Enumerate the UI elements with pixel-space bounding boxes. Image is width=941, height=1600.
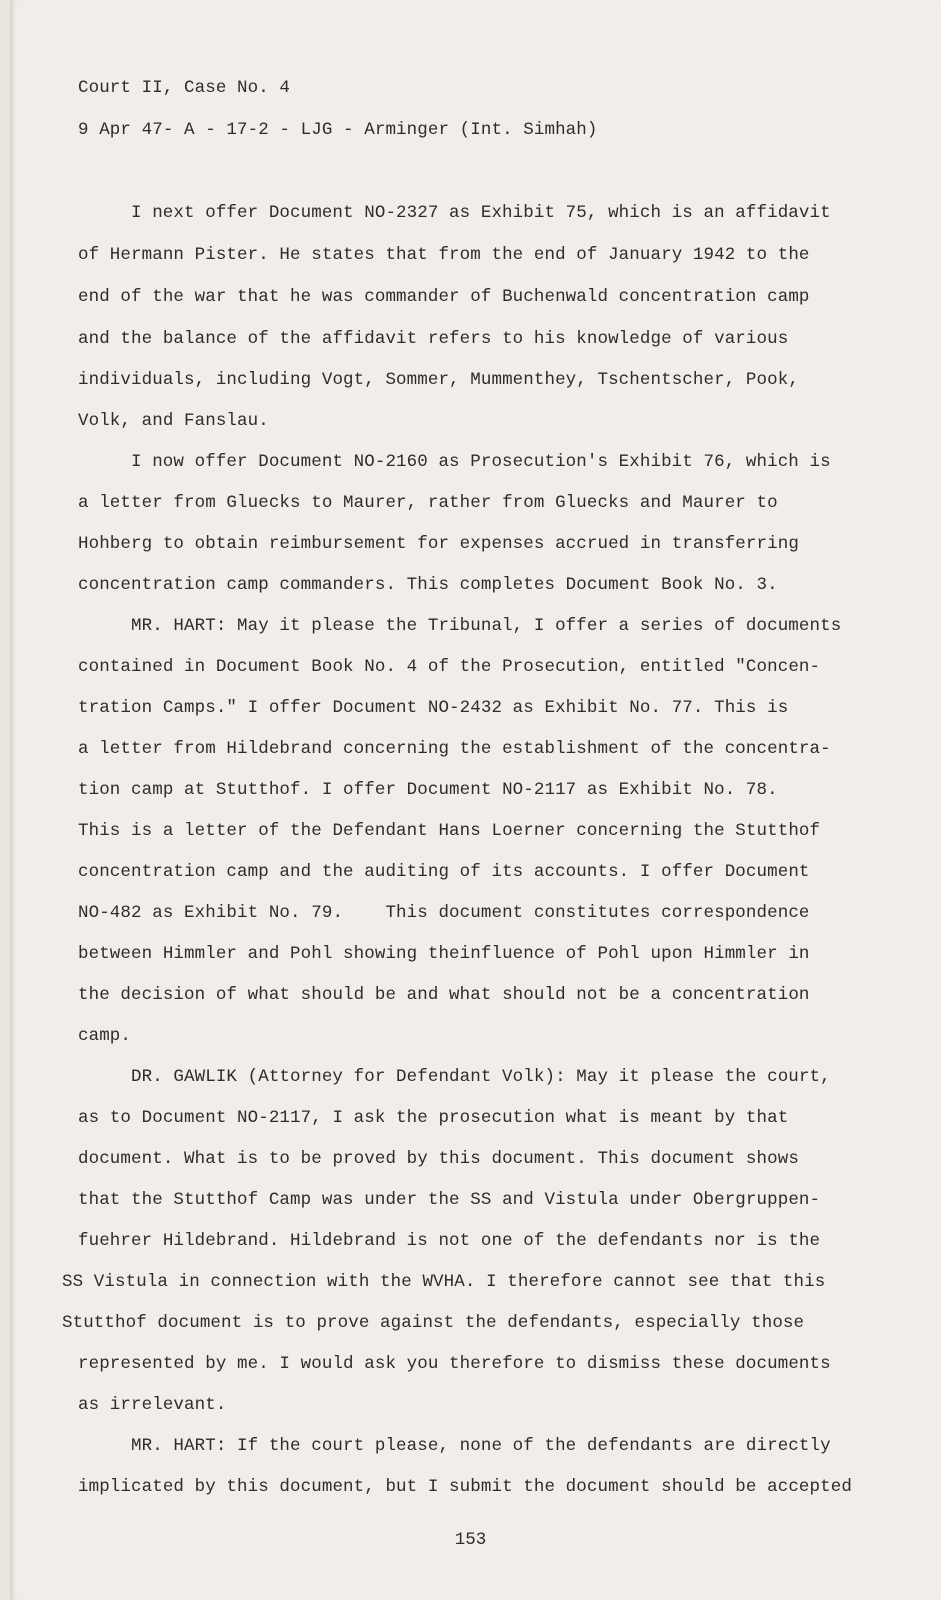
body-line: represented by me. I would ask you therefore to dismiss these documents (78, 1354, 831, 1374)
body-line: I now offer Document NO-2160 as Prosecution's Exhibit 76, which is (131, 452, 831, 472)
body-line: This is a letter of the Defendant Hans Loerner concerning the Stutthof (78, 821, 821, 841)
body-line: contained in Document Book No. 4 of the Prosecution, entitled "Concen- (78, 657, 821, 677)
body-line: Volk, and Fanslau. (78, 411, 269, 431)
body-line: SS Vistula in connection with the WVHA. I therefore cannot see that this (62, 1272, 826, 1292)
body-line: individuals, including Vogt, Sommer, Mummenthey, Tschentscher, Pook, (78, 370, 799, 390)
body-line: Stutthof document is to prove against the defendants, especially those (62, 1313, 805, 1333)
body-line: of Hermann Pister. He states that from the end of January 1942 to the (78, 245, 810, 265)
body-line: the decision of what should be and what should not be a concentration (78, 985, 810, 1005)
body-line: as irrelevant. (78, 1395, 227, 1415)
body-line: end of the war that he was commander of Buchenwald concentration camp (78, 287, 810, 307)
body-line: fuehrer Hildebrand. Hildebrand is not one of the defendants nor is the (78, 1231, 821, 1251)
session-header: 9 Apr 47- A - 17-2 - LJG - Arminger (Int. Simhah) (78, 120, 598, 140)
body-line: a letter from Gluecks to Maurer, rather from Gluecks and Maurer to (78, 493, 778, 513)
body-line: MR. HART: If the court please, none of the defendants are directly (131, 1436, 831, 1456)
body-line: document. What is to be proved by this document. This document shows (78, 1149, 799, 1169)
body-line: tration Camps." I offer Document NO-2432 as Exhibit No. 77. This is (78, 698, 789, 718)
body-line: concentration camp and the auditing of its accounts. I offer Document (78, 862, 810, 882)
body-line: I next offer Document NO-2327 as Exhibit 75, which is an affidavit (131, 203, 831, 223)
body-line: implicated by this document, but I submit the document should be accepted (78, 1477, 852, 1497)
body-line: concentration camp commanders. This completes Document Book No. 3. (78, 575, 778, 595)
body-line: that the Stutthof Camp was under the SS and Vistula under Obergruppen- (78, 1190, 821, 1210)
body-line: MR. HART: May it please the Tribunal, I offer a series of documents (131, 616, 842, 636)
body-line: and the balance of the affidavit refers to his knowledge of various (78, 329, 789, 349)
body-line: between Himmler and Pohl showing theinfluence of Pohl upon Himmler in (78, 944, 810, 964)
body-line: as to Document NO-2117, I ask the prosecution what is meant by that (78, 1108, 789, 1128)
body-line: DR. GAWLIK (Attorney for Defendant Volk): May it please the court, (131, 1067, 831, 1087)
body-line: tion camp at Stutthof. I offer Document NO-2117 as Exhibit No. 78. (78, 780, 778, 800)
body-line: a letter from Hildebrand concerning the establishment of the concentra- (78, 739, 831, 759)
body-line: camp. (78, 1026, 132, 1046)
case-header: Court II, Case No. 4 (78, 78, 291, 98)
body-line: NO-482 as Exhibit No. 79. This document constitutes correspondence (78, 903, 810, 923)
body-line: Hohberg to obtain reimbursement for expenses accrued in transferring (78, 534, 799, 554)
page-number: 153 (454, 1530, 487, 1550)
